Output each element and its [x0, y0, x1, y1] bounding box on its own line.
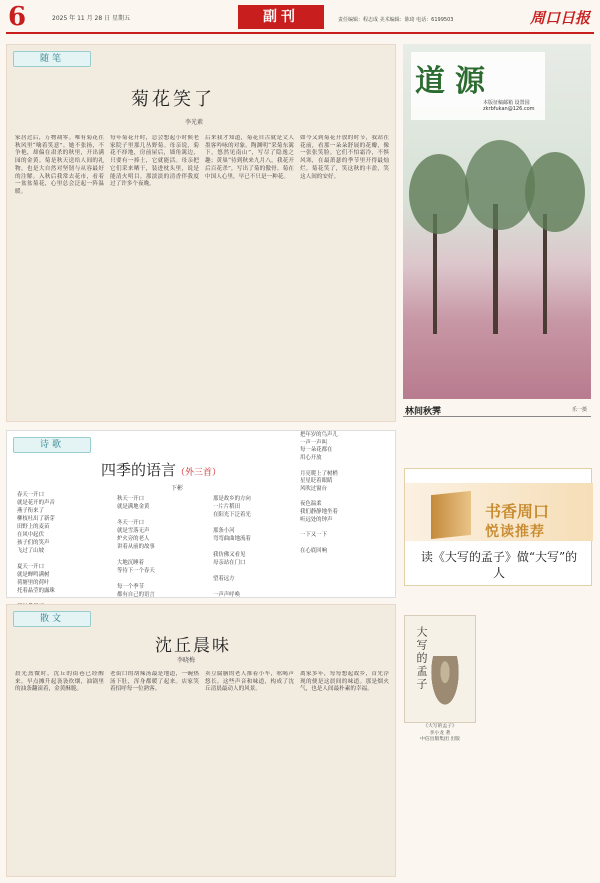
poem-line: 都有自己的语言: [117, 592, 155, 598]
text-column: 卖豆腐脑的老人推着小车，吆喝声悠长。这些声音和味道，构成了沈丘清晨最动人的风景。: [205, 671, 294, 693]
promo-subtitle: 悦读推荐: [485, 524, 545, 540]
section-tag: 散文: [13, 611, 91, 627]
poem-line: [117, 575, 197, 583]
text-column: 家居过后，万物凋零。唯有菊花在秋风里“噙着笑意”。她不张扬，不争艳，却偏在肃杀的秋里，开出满园的金黄。菊是秋天送给人间的礼物，也是大自然对坚韧与从容最好的注解。入秋后我常去花市，看着一盆盆菊花，心里总会泛起一阵温暖。: [15, 135, 104, 195]
poem-line: 大地沉睡着: [117, 560, 144, 566]
poem-line: 就是蝉鸣满树: [17, 572, 50, 578]
poem-line: 就是花开的声音: [17, 500, 55, 506]
newspaper-logo: 周口日报: [529, 9, 590, 27]
poem-line: 飞过了山坡: [17, 548, 44, 554]
book-promo: [404, 468, 592, 586]
book-caption: 《大写的孟子》 李小龙 著 中信出版集团 出版: [420, 724, 460, 743]
poem-line: 每一个季节: [117, 584, 144, 590]
poem-line: 就是雪落无声: [117, 528, 150, 534]
book-icon: [431, 491, 471, 539]
poem-line: 望着远方: [213, 576, 235, 582]
poem-line: 夏天一开口: [17, 564, 44, 570]
poem-line: [17, 595, 97, 603]
poem-line: 炉火旁的老人: [117, 536, 150, 542]
poem-line: 冬天一开口: [117, 520, 144, 526]
poem-line: 柳枝吐出了新芽: [17, 516, 55, 522]
article-body: [15, 135, 389, 417]
poem-line: 一下又一下: [300, 532, 327, 539]
poem-column-right: [300, 432, 392, 555]
book-cover-title: 大写的孟子: [415, 626, 428, 691]
poem-line: [213, 543, 293, 551]
text-column: 离家多年，每每想起故乡，首先浮现的便是这晨间的味道。那是烟火气，也是人间最朴素的幸福。: [300, 671, 389, 693]
poem-line: [300, 524, 392, 532]
poem-line: 在心底回响: [300, 547, 327, 554]
article-author: 李光素: [185, 119, 204, 126]
page-number: 6: [8, 2, 27, 32]
text-column: 每年菊花开时，总会想起小时候老家院子里那几丛野菊。母亲说，菊花不择地，房前屋后，墙角篱边，只要有一捧土，它就能活。母亲把它们采来晒干，装进枕头里，说是能清火明目。那淡淡的清香伴我度过了许多个夜晚。: [110, 135, 199, 188]
section-tag: 诗歌: [13, 437, 91, 453]
poem-line: 荷塘里的荷叶: [17, 580, 50, 586]
poem-line: [213, 583, 293, 591]
poem-line: 母亲站在门口: [213, 560, 246, 566]
poem-line: 把年岁的鸟声儿: [300, 432, 338, 438]
poem-line: 夜色温柔: [300, 501, 322, 508]
photo-title: 道源: [415, 64, 495, 99]
editor-credits: 责任编辑：程志成 美术编辑：陈琦 电话：6199503: [338, 17, 454, 23]
poem-author: 下彬: [171, 485, 184, 492]
poem-line: [117, 551, 197, 559]
poem-line: 弯弯曲曲地流着: [213, 536, 251, 542]
issue-date: 2025 年 11 月 28 日 星期五: [52, 15, 130, 22]
photo-meta: 本版征稿邮箱 设置园 zkrbfukan@126.com: [483, 100, 535, 112]
promo-banner: [405, 483, 593, 541]
poem-title: 四季的语言（外三首）: [101, 461, 222, 479]
poem-column: [213, 495, 293, 615]
figure-illustration: [429, 656, 461, 710]
poem-line: 星星眨着眼睛: [300, 478, 333, 485]
poem-line: 在风中起伏: [17, 532, 44, 538]
article-body: [15, 671, 389, 871]
article-author: 李晓梅: [177, 657, 196, 664]
essay-card: [6, 44, 396, 422]
text-column: 如今又到菊花开放的时节，我站在花前，看那一朵朵舒展的花瓣，像一张张笑脸。它们不怕霜冷，不惧风寒，在最萧瑟的季节里开得最灿烂。菊花笑了，笑这秋的丰盈，笑这人间的安好。: [300, 135, 389, 180]
poem-line: 燕子衔来了: [17, 508, 44, 514]
poem-line: 讲着从前的故事: [117, 544, 155, 550]
poem-line: 那是故乡的方向: [213, 496, 251, 502]
poem-line: 我仿佛又看见: [213, 552, 246, 558]
poem-line: 就是满地金黄: [117, 504, 150, 510]
text-column: 后来我才知道，菊花自古就是文人墨客吟咏的对象。陶渊明“采菊东篱下，悠然见南山”，写尽了隐逸之趣；黄巢“待到秋来九月八，我花开后百花杀”，写出了菊的傲骨。菊在中国人心里，早已不只是一种花。: [205, 135, 294, 180]
section-tag: 随笔: [13, 51, 91, 67]
book-cover: [404, 615, 476, 723]
landscape-photo: [403, 44, 591, 399]
text-column: 晨光熹微时，沈丘的街巷已经醒来。早点摊升起袅袅炊烟，油锅里的油条翻滚着，金黄酥脆。: [15, 671, 104, 693]
text-column: 老街口的胡辣汤最是地道，一碗热汤下肚，浑身都暖了起来。店家笑着招呼每一位熟客。: [110, 671, 199, 693]
photo-title-box: [411, 52, 545, 120]
poem-line: 月亮爬上了树梢: [300, 470, 338, 477]
poem-line: 在阳光下泛着光: [213, 512, 251, 518]
promo-headline: 读《大写的孟子》做“大写”的人: [420, 550, 578, 580]
article-title: 菊花笑了: [131, 89, 215, 110]
poem-line: 风吹过窗台: [300, 485, 327, 492]
essay-card: [6, 604, 396, 877]
poem-line: 田野上的麦苗: [17, 524, 50, 530]
poem-line: 听远处的钟声: [300, 516, 333, 523]
poem-line: 一片片稻田: [213, 504, 240, 510]
promo-title: 书香周口: [485, 502, 550, 521]
poem-line: [300, 540, 392, 548]
section-title: 副刊: [238, 5, 324, 29]
poem-line: [300, 463, 392, 471]
poem-line: 等待下一个春天: [117, 568, 155, 574]
poem-line: 一声声呼唤: [213, 592, 240, 598]
poem-line: 孩子们的笑声: [17, 540, 50, 546]
poem-line: [213, 519, 293, 527]
poem-column: [17, 491, 97, 611]
poem-line: 那条小河: [213, 528, 235, 534]
page-header: [6, 4, 594, 34]
poem-line: 秋天一开口: [117, 496, 144, 502]
poem-line: [117, 511, 197, 519]
poem-line: 用心开放: [300, 455, 322, 462]
poem-line: [17, 555, 97, 563]
poem-column: [117, 495, 197, 615]
poem-line: [213, 567, 293, 575]
poem-line: 春天一开口: [17, 492, 44, 498]
photo-caption: 林间秋霁 乐一摄: [403, 403, 591, 417]
poem-line: 托着晶莹的露珠: [17, 588, 55, 594]
poem-line: 我们静静地坐着: [300, 509, 338, 516]
article-title: 沈丘晨味: [155, 636, 231, 656]
poem-line: 每一朵花都在: [300, 447, 333, 454]
poem-line: 一声一声叫: [300, 439, 327, 446]
